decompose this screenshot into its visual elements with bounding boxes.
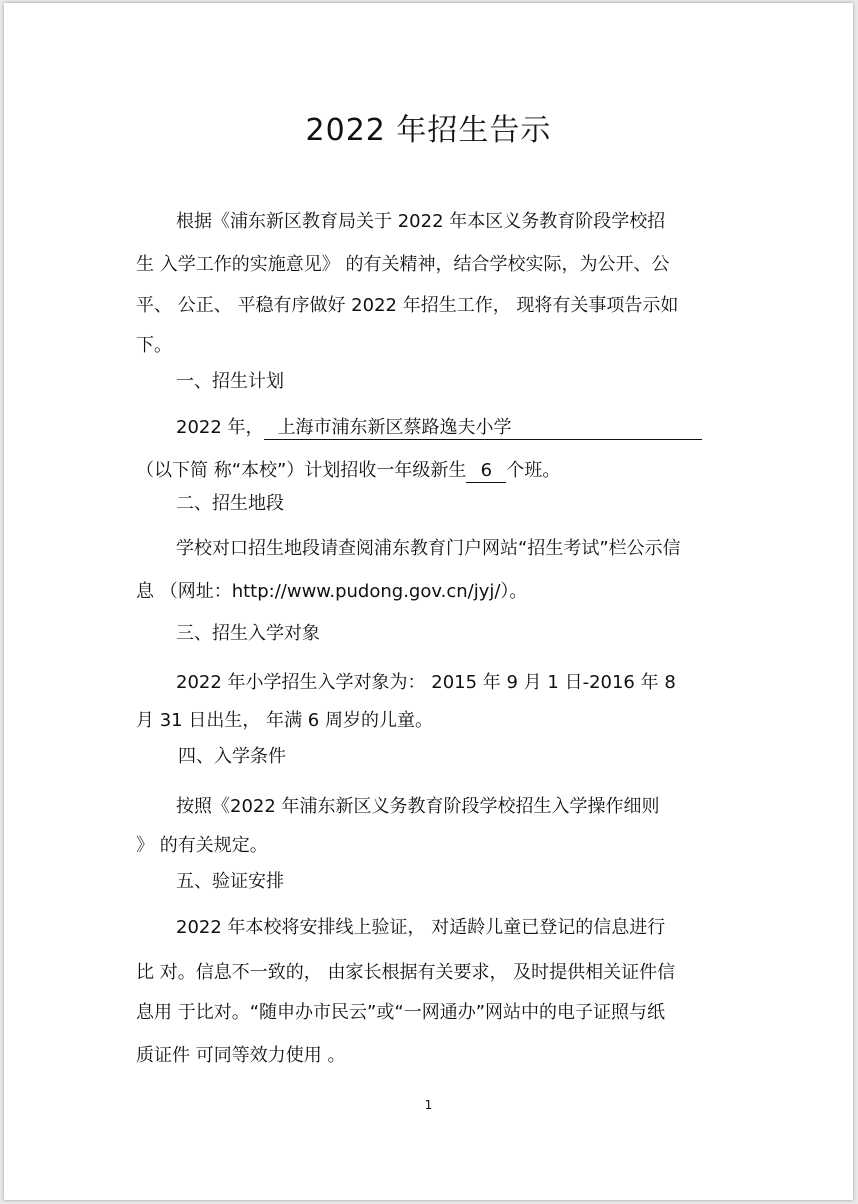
verification-line-2: 比 对。信息不一致的， 由家长根据有关要求， 及时提供相关证件信 (136, 962, 676, 983)
enrollment-plan-prefix: （以下简 称“本校”）计划招收一年级新生 (136, 460, 467, 481)
intro-line-4: 下。 (136, 335, 172, 356)
section-heading-enrollment-plan: 一、招生计划 (176, 371, 284, 392)
section-heading-admission-conditions: 四、入学条件 (178, 746, 286, 767)
admission-conditions-line-2: 》 的有关规定。 (136, 835, 268, 856)
enrollment-plan-line-2 (136, 458, 560, 484)
section-heading-verification: 五、验证安排 (176, 871, 284, 892)
enrollment-area-line-2: 息 （网址：http://www.pudong.gov.cn/jyj/）。 (136, 581, 528, 602)
enrollment-plan-suffix: 个班。 (506, 460, 561, 481)
enrollment-area-line-1: 学校对口招生地段请查阅浦东教育门户网站“招生考试”栏公示信 (176, 538, 681, 559)
intro-line-2: 生 入学工作的实施意见》 的有关精神，结合学校实际，为公开、公 (136, 254, 670, 275)
verification-line-1: 2022 年本校将安排线上验证， 对适龄儿童已登记的信息进行 (176, 917, 666, 938)
verification-line-4: 质证件 可同等效力使用 。 (136, 1045, 346, 1066)
eligible-children-line-1: 2022 年小学招生入学对象为： 2015 年 9 月 1 日-2016 年 8 (176, 672, 676, 693)
verification-line-3: 息用 于比对。“随申办市民云”或“一网通办”网站中的电子证照与纸 (136, 1002, 666, 1023)
year-prefix: 2022 年， (176, 417, 264, 438)
school-name-blank: 上海市浦东新区蔡路逸夫小学 (264, 417, 702, 440)
admission-conditions-line-1: 按照《2022 年浦东新区义务教育阶段学校招生入学操作细则 (176, 796, 660, 817)
page-title: 2022 年招生告示 (305, 113, 552, 148)
document-page (4, 3, 853, 1200)
enrollment-plan-line-1 (176, 415, 702, 441)
section-heading-enrollment-area: 二、招生地段 (176, 493, 284, 514)
intro-line-3: 平、 公正、 平稳有序做好 2022 年招生工作， 现将有关事项告示如 (136, 295, 679, 316)
page-number: 1 (424, 1098, 433, 1112)
intro-line-1: 根据《浦东新区教育局关于 2022 年本区义务教育阶段学校招 (176, 211, 666, 232)
eligible-children-line-2: 月 31 日出生， 年满 6 周岁的儿童。 (136, 710, 433, 731)
class-count-blank: 6 (466, 460, 506, 483)
section-heading-eligible-children: 三、招生入学对象 (176, 623, 320, 644)
